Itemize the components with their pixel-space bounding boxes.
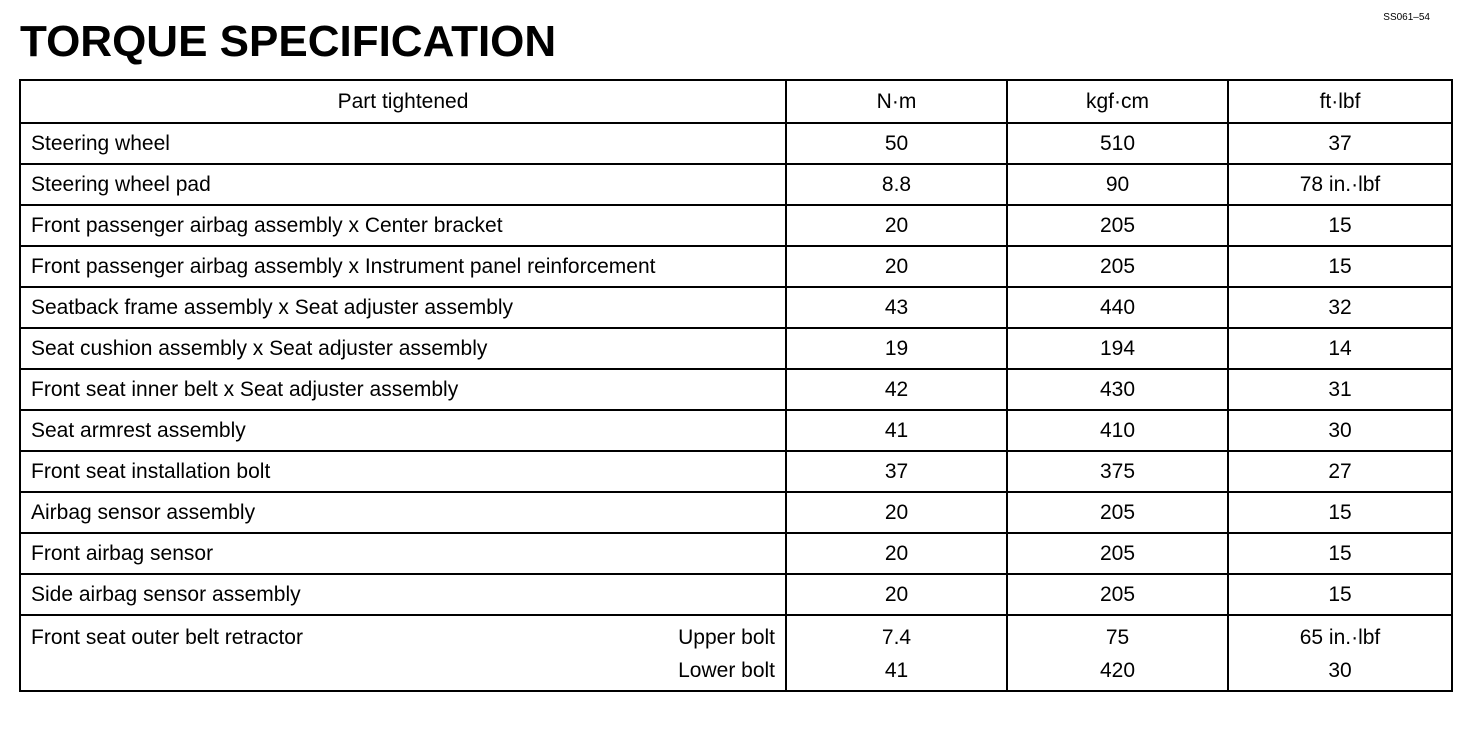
cell-kgf-cm: 375 [1007, 451, 1228, 492]
cell-ft-lbf: 27 [1228, 451, 1452, 492]
column-header-part: Part tightened [20, 80, 786, 123]
cell-ft-lbf: 14 [1228, 328, 1452, 369]
cell-nm: 42 [786, 369, 1007, 410]
cell-nm: 8.8 [786, 164, 1007, 205]
table-header-row [20, 80, 1452, 123]
cell-kgf-cm-retractor [1007, 615, 1228, 691]
cell-ft-lbf: 78 in.·lbf [1228, 164, 1452, 205]
table-row [20, 451, 1452, 492]
table-row [20, 123, 1452, 164]
cell-ft-lbf-retractor [1228, 615, 1452, 691]
cell-kgf-cm: 440 [1007, 287, 1228, 328]
cell-kgf-cm: 90 [1007, 164, 1228, 205]
lower-bolt-kgf-cm: 420 [1099, 659, 1136, 682]
cell-ft-lbf: 15 [1228, 246, 1452, 287]
column-header-nm: N·m [786, 80, 1007, 123]
column-header-kgf-cm: kgf·cm [1007, 80, 1228, 123]
cell-kgf-cm: 205 [1007, 246, 1228, 287]
cell-ft-lbf: 37 [1228, 123, 1452, 164]
cell-nm: 50 [786, 123, 1007, 164]
page-title: TORQUE SPECIFICATION [20, 17, 557, 66]
lower-bolt-label: Lower bolt [678, 659, 775, 682]
table-row [20, 205, 1452, 246]
cell-kgf-cm: 410 [1007, 410, 1228, 451]
cell-nm-retractor [786, 615, 1007, 691]
cell-part: Seat cushion assembly x Seat adjuster assembly [20, 328, 786, 369]
upper-bolt-kgf-cm: 75 [1105, 626, 1130, 649]
cell-part: Seatback frame assembly x Seat adjuster assembly [20, 287, 786, 328]
column-header-ft-lbf: ft·lbf [1228, 80, 1452, 123]
table-row [20, 246, 1452, 287]
cell-part: Steering wheel [20, 123, 786, 164]
cell-kgf-cm: 510 [1007, 123, 1228, 164]
cell-nm: 20 [786, 533, 1007, 574]
table-row [20, 369, 1452, 410]
cell-kgf-cm: 430 [1007, 369, 1228, 410]
cell-part: Side airbag sensor assembly [20, 574, 786, 615]
lower-bolt-ft-lbf: 30 [1328, 659, 1352, 682]
cell-nm: 20 [786, 205, 1007, 246]
cell-part: Front seat inner belt x Seat adjuster assembly [20, 369, 786, 410]
cell-nm: 37 [786, 451, 1007, 492]
cell-ft-lbf: 15 [1228, 533, 1452, 574]
cell-ft-lbf: 31 [1228, 369, 1452, 410]
cell-ft-lbf: 15 [1228, 574, 1452, 615]
table-row [20, 574, 1452, 615]
cell-nm: 20 [786, 246, 1007, 287]
cell-kgf-cm: 205 [1007, 205, 1228, 246]
cell-ft-lbf: 32 [1228, 287, 1452, 328]
cell-part: Front seat installation bolt [20, 451, 786, 492]
cell-part: Front passenger airbag assembly x Center bracket [20, 205, 786, 246]
cell-part: Steering wheel pad [20, 164, 786, 205]
document-code: SS061–54 [1383, 12, 1430, 23]
cell-ft-lbf: 15 [1228, 492, 1452, 533]
table-row [20, 164, 1452, 205]
table-row [20, 533, 1452, 574]
cell-nm: 41 [786, 410, 1007, 451]
cell-part-retractor [20, 615, 786, 691]
lower-bolt-nm: 41 [884, 659, 909, 682]
cell-part: Front passenger airbag assembly x Instrument panel reinforcement [20, 246, 786, 287]
cell-kgf-cm: 205 [1007, 533, 1228, 574]
cell-part: Airbag sensor assembly [20, 492, 786, 533]
cell-nm: 43 [786, 287, 1007, 328]
upper-bolt-ft-lbf: 65 in.·lbf [1299, 626, 1381, 649]
cell-kgf-cm: 205 [1007, 574, 1228, 615]
cell-kgf-cm: 205 [1007, 492, 1228, 533]
cell-nm: 20 [786, 492, 1007, 533]
cell-nm: 20 [786, 574, 1007, 615]
cell-kgf-cm: 194 [1007, 328, 1228, 369]
cell-ft-lbf: 15 [1228, 205, 1452, 246]
table-row-retractor [20, 615, 1452, 691]
table-row [20, 287, 1452, 328]
cell-ft-lbf: 30 [1228, 410, 1452, 451]
upper-bolt-label: Upper bolt [678, 626, 775, 649]
retractor-part-label: Front seat outer belt retractor [31, 626, 303, 649]
table-row [20, 410, 1452, 451]
cell-part: Front airbag sensor [20, 533, 786, 574]
table-row [20, 492, 1452, 533]
cell-nm: 19 [786, 328, 1007, 369]
table-row [20, 328, 1452, 369]
cell-part: Seat armrest assembly [20, 410, 786, 451]
torque-spec-table [19, 79, 1453, 692]
upper-bolt-nm: 7.4 [881, 626, 912, 649]
